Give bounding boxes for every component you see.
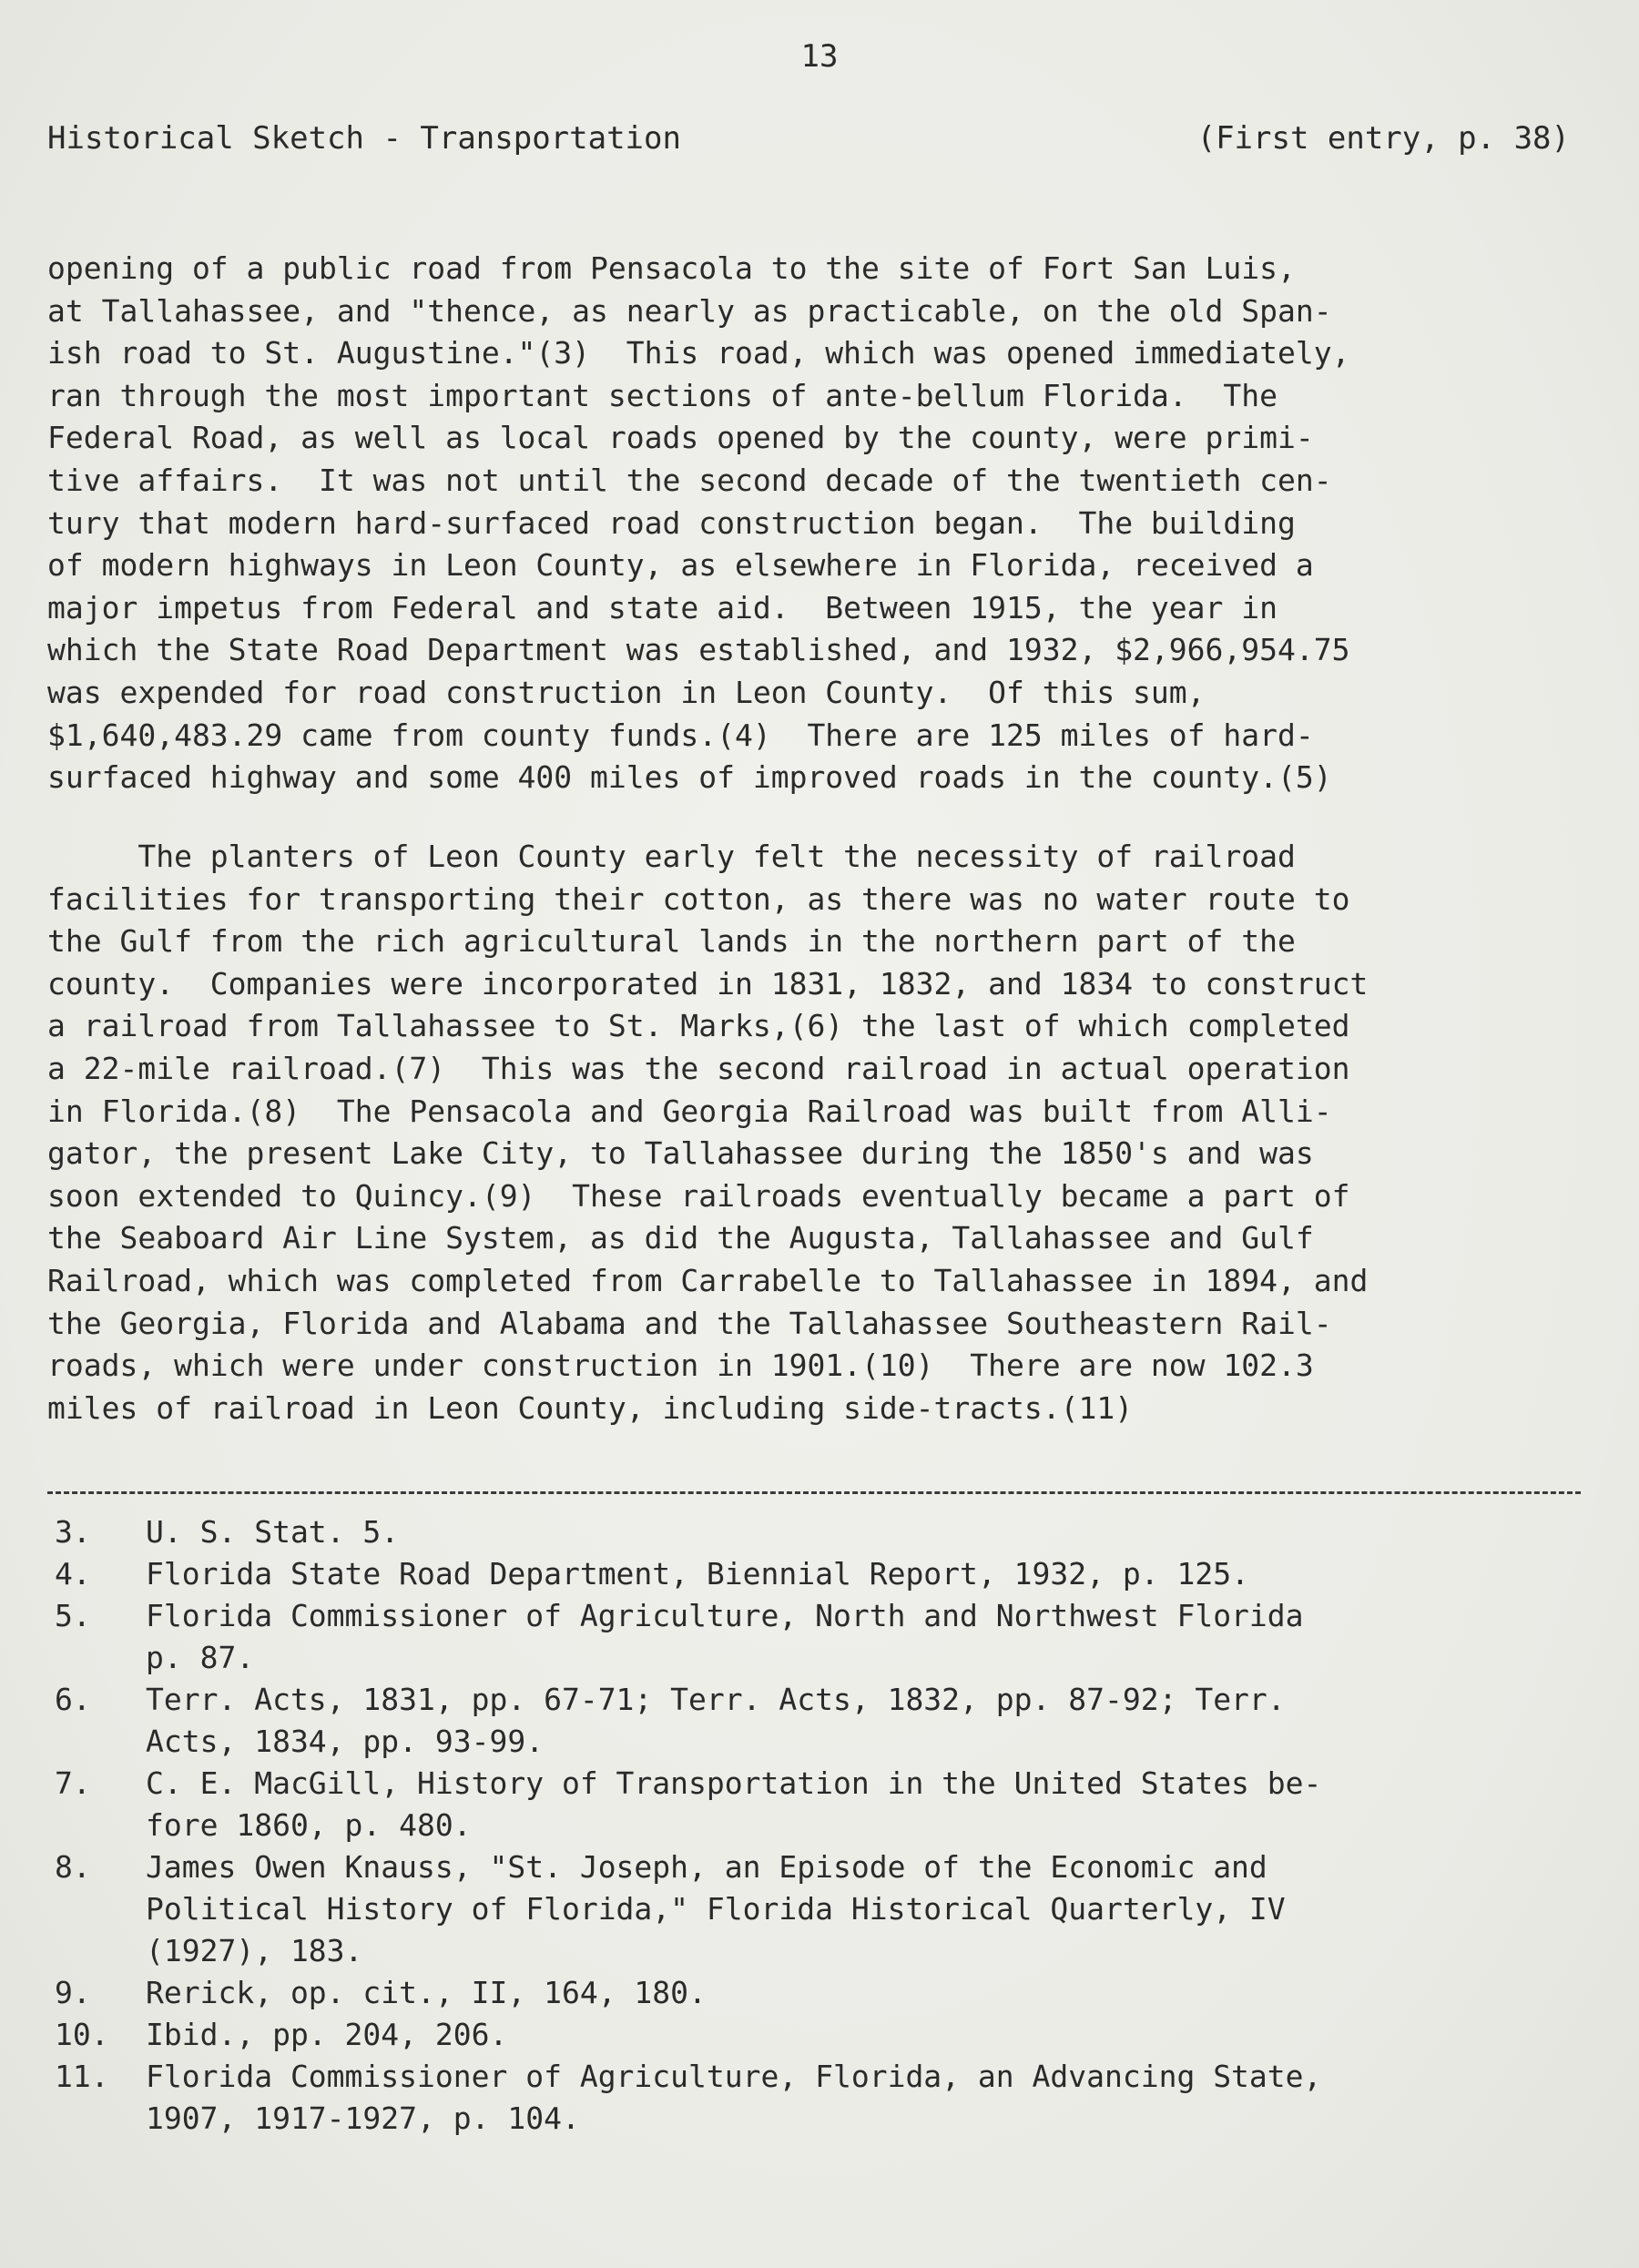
footnote — [55, 2014, 1566, 2056]
footnote-text: Florida State Road Department, Biennial Report, 1932, p. 125. — [146, 1556, 1249, 1592]
text-line: tury that modern hard-surfaced road construction began. The building — [47, 504, 1296, 541]
footnote-text: Terr. Acts, 1831, pp. 67-71; Terr. Acts, 1832, pp. 87-92; Terr. — [146, 1682, 1286, 1717]
text-line: gator, the present Lake City, to Tallahassee during the 1850's and was — [47, 1135, 1314, 1172]
text-line: the Georgia, Florida and Alabama and the Tallahassee Southeastern Rail- — [47, 1305, 1332, 1341]
footnote-text: p. 87. — [146, 1640, 255, 1675]
footnote-text: 1907, 1917-1927, p. 104. — [146, 2100, 580, 2136]
footnote-number: 5. — [55, 1598, 91, 1633]
text-line: county. Companies were incorporated in 1831, 1832, and 1834 to construct — [47, 965, 1369, 1002]
footnote-text: fore 1860, p. 480. — [146, 1807, 472, 1843]
footnote-text: (1927), 183. — [146, 1933, 363, 1968]
footnote-number: 7. — [55, 1765, 91, 1801]
footnote — [55, 1972, 1566, 2014]
footnote — [55, 1846, 1566, 1972]
footnote-text: James Owen Knauss, "St. Joseph, an Episode of the Economic and — [146, 1849, 1267, 1885]
footnote-number: 9. — [55, 1975, 91, 2010]
footnotes — [55, 1511, 1566, 2140]
footnote — [55, 1511, 1566, 1553]
text-line: ish road to St. Augustine."(3) This road, which was opened immediately, — [47, 335, 1350, 371]
footnote-divider — [47, 1491, 1581, 1494]
header-entry-reference: (First entry, p. 38) — [1196, 120, 1570, 157]
text-line: facilities for transporting their cotton, as there was no water route to — [47, 880, 1350, 917]
text-line: ran through the most important sections of ante-bellum Florida. The — [47, 377, 1278, 413]
footnote-text: Rerick, op. cit., II, 164, 180. — [146, 1975, 707, 2010]
text-line: the Gulf from the rich agricultural lands in the northern part of the — [47, 923, 1296, 960]
text-line: miles of railroad in Leon County, including side-tracts.(11) — [47, 1389, 1134, 1426]
footnote — [55, 1763, 1566, 1846]
footnote-number: 8. — [55, 1849, 91, 1885]
text-line: a railroad from Tallahassee to St. Marks,(6) the last of which completed — [47, 1008, 1350, 1044]
text-line: Federal Road, as well as local roads opened by the county, were primi- — [47, 420, 1314, 456]
text-line: $1,640,483.29 came from county funds.(4) There are 125 miles of hard- — [47, 717, 1314, 753]
footnote-number: 4. — [55, 1556, 91, 1592]
footnote-text: U. S. Stat. 5. — [146, 1514, 400, 1550]
text-line: The planters of Leon County early felt the necessity of railroad — [47, 839, 1296, 874]
footnote-text: Florida Commissioner of Agriculture, North and Northwest Florida — [146, 1598, 1304, 1633]
footnote-number: 11. — [55, 2059, 109, 2094]
footnote — [55, 1595, 1566, 1679]
footnote-number: 10. — [55, 2017, 109, 2052]
text-line: of modern highways in Leon County, as elsewhere in Florida, received a — [47, 547, 1314, 584]
text-line: was expended for road construction in Leon County. Of this sum, — [47, 674, 1206, 710]
footnote-text: Acts, 1834, pp. 93-99. — [146, 1724, 545, 1759]
text-line: roads, which were under construction in 1901.(10) There are now 102.3 — [47, 1348, 1314, 1384]
text-line: the Seaboard Air Line System, as did the Augusta, Tallahassee and Gulf — [47, 1220, 1314, 1256]
text-line: surfaced highway and some 400 miles of improved roads in the county.(5) — [47, 759, 1332, 796]
text-line: major impetus from Federal and state aid. Between 1915, the year in — [47, 589, 1278, 625]
footnote-number: 6. — [55, 1682, 91, 1717]
footnote-text: C. E. MacGill, History of Transportation in the United States be- — [146, 1765, 1322, 1801]
footnote-text: Florida Commissioner of Agriculture, Florida, an Advancing State, — [146, 2059, 1322, 2094]
text-line: which the State Road Department was established, and 1932, $2,966,954.75 — [47, 632, 1350, 668]
text-line: in Florida.(8) The Pensacola and Georgia Railroad was built from Alli- — [47, 1093, 1332, 1129]
footnote-text: Political History of Florida," Florida Historical Quarterly, IV — [146, 1891, 1286, 1927]
running-header — [47, 120, 1570, 157]
text-line: tive affairs. It was not until the second decade of the twentieth cen- — [47, 462, 1332, 498]
footnote-text: Ibid., pp. 204, 206. — [146, 2017, 508, 2052]
text-line: soon extended to Quincy.(9) These railroads eventually became a part of — [47, 1177, 1350, 1214]
footnote — [55, 2056, 1566, 2140]
text-line: a 22-mile railroad.(7) This was the second railroad in actual operation — [47, 1050, 1350, 1086]
paragraph-roads — [47, 248, 1595, 799]
page-number: 13 — [800, 38, 839, 75]
paragraph-railroads — [47, 836, 1595, 1429]
text-line: Railroad, which was completed from Carrabelle to Tallahassee in 1894, and — [47, 1262, 1369, 1298]
header-title: Historical Sketch - Transportation — [47, 120, 681, 157]
text-line: at Tallahassee, and "thence, as nearly as practicable, on the old Span- — [47, 292, 1332, 329]
footnote — [55, 1553, 1566, 1595]
text-line: opening of a public road from Pensacola to the site of Fort San Luis, — [47, 250, 1296, 286]
footnote-number: 3. — [55, 1514, 91, 1550]
footnote — [55, 1679, 1566, 1763]
